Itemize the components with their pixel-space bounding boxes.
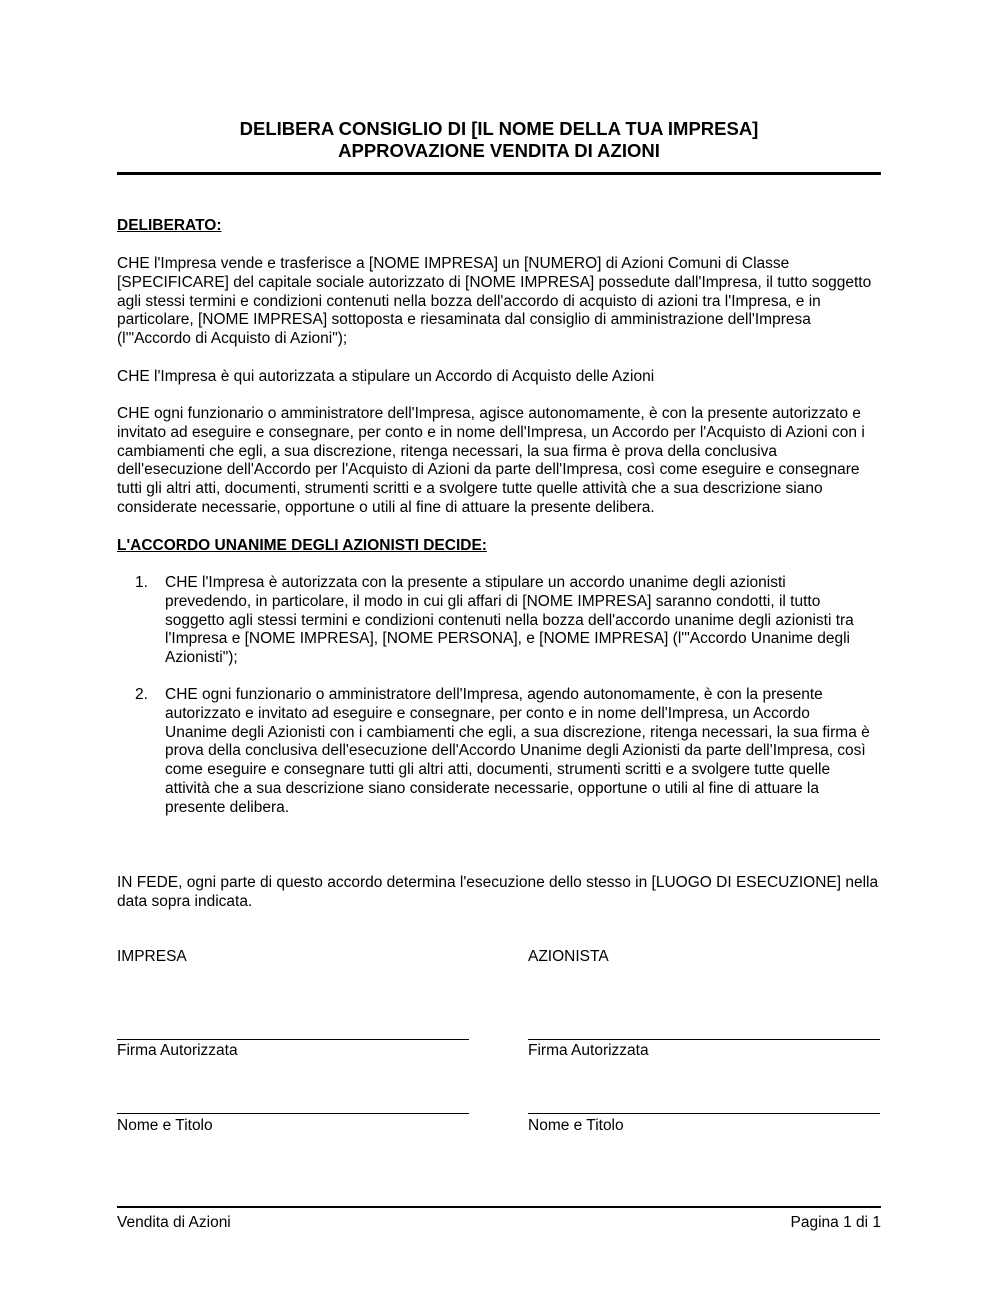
name-line-azionista <box>528 1113 880 1114</box>
party-label-impresa: IMPRESA <box>117 948 187 965</box>
closing-paragraph: IN FEDE, ogni parte di questo accordo determina l'esecuzione dello stesso in [LUOGO DI ESECUZIONE] nella data sopra indicata. <box>117 874 879 910</box>
list-item-text: CHE ogni funzionario o amministratore dell'Impresa, agendo autonomamente, è con la presente autorizzato e invitato ad eseguire e consegnare, per conto e in nome dell'Impresa, un Accordo Unanime degli Azionisti con i cambiamenti che egli, a sua discrezione, ritenga necessari, la sua firma è prova della conclusiva dell'esecuzione dell'Accordo Unanime degli Azionisti da parte dell'Impresa, così come eseguire e consegnare tutti gli altri atti, documenti, strumenti scritti e a svolgere tutte quelle attività che a sua descrizione siano considerate necessarie, opportune o utili al fine di attuare la presente delibera. <box>165 686 870 816</box>
list-item-number: 2. <box>135 686 148 703</box>
name-label-impresa: Nome e Titolo <box>117 1117 213 1134</box>
paragraph-2: CHE l'Impresa è qui autorizzata a stipulare un Accordo di Acquisto delle Azioni <box>117 368 655 385</box>
paragraph-1: CHE l'Impresa vende e trasferisce a [NOME IMPRESA] un [NUMERO] di Azioni Comuni di Classe [SPECIFICARE] del capitale sociale autorizzato di [NOME IMPRESA] possedute dall'Impresa, il tutto soggetto agli stessi termini e condizioni contenuti nella bozza dell'accordo di acquisto di azioni tra l'Impresa, e in particolare, [NOME IMPRESA] sottoposta e riesaminata dal consiglio di amministrazione dell'Impresa (l'"Accordo di Acquisto di Azioni"); <box>117 255 872 348</box>
footer-page-number: Pagina 1 di 1 <box>790 1214 881 1231</box>
footer-document-name: Vendita di Azioni <box>117 1214 231 1231</box>
paragraph-3: CHE ogni funzionario o amministratore dell'Impresa, agisce autonomamente, è con la presente autorizzato e invitato ad eseguire e consegnare, per conto e in nome dell'Impresa, un Accordo per l'Acquisto di Azioni con i cambiamenti che egli, a sua discrezione, ritenga necessari, la sua firma è prova della conclusiva dell'esecuzione dell'Accordo per l'Acquisto di Azioni da parte dell'Impresa, così come eseguire e consegnare tutti gli altri atti, documenti, strumenti scritti e a svolgere tutte quelle attività che a sua descrizione siano considerate necessarie, opportune o utili al fine di attuare la presente delibera. <box>117 405 865 516</box>
title-line-1: DELIBERA CONSIGLIO DI [IL NOME DELLA TUA IMPRESA] <box>239 118 759 139</box>
signature-line-azionista <box>528 1039 880 1040</box>
list-item-text: CHE l'Impresa è autorizzata con la presente a stipulare un accordo unanime degli azionisti prevedendo, in particolare, il modo in cui gli affari di [NOME IMPRESA] saranno condotti, il tutto soggetto agli stessi termini e condizioni contenuti nella bozza dell'accordo unanime degli azionisti tra l'Impresa e [NOME IMPRESA], [NOME PERSONA], e [NOME IMPRESA] (l'"Accordo Unanime degli Azionisti"); <box>165 574 854 667</box>
section-heading-accordo: L'ACCORDO UNANIME DEGLI AZIONISTI DECIDE: <box>117 537 487 554</box>
document-page <box>117 0 881 1290</box>
signature-label-impresa: Firma Autorizzata <box>117 1042 238 1059</box>
signature-label-azionista: Firma Autorizzata <box>528 1042 649 1059</box>
section-heading-deliberato: DELIBERATO: <box>117 217 222 234</box>
list-item-number: 1. <box>135 574 148 591</box>
footer-divider <box>117 1206 881 1208</box>
signature-line-impresa <box>117 1039 469 1040</box>
name-line-impresa <box>117 1113 469 1114</box>
title-divider <box>117 172 881 175</box>
party-label-azionista: AZIONISTA <box>528 948 609 965</box>
name-label-azionista: Nome e Titolo <box>528 1117 624 1134</box>
document-title <box>117 118 881 162</box>
title-line-2: APPROVAZIONE VENDITA DI AZIONI <box>338 140 660 161</box>
